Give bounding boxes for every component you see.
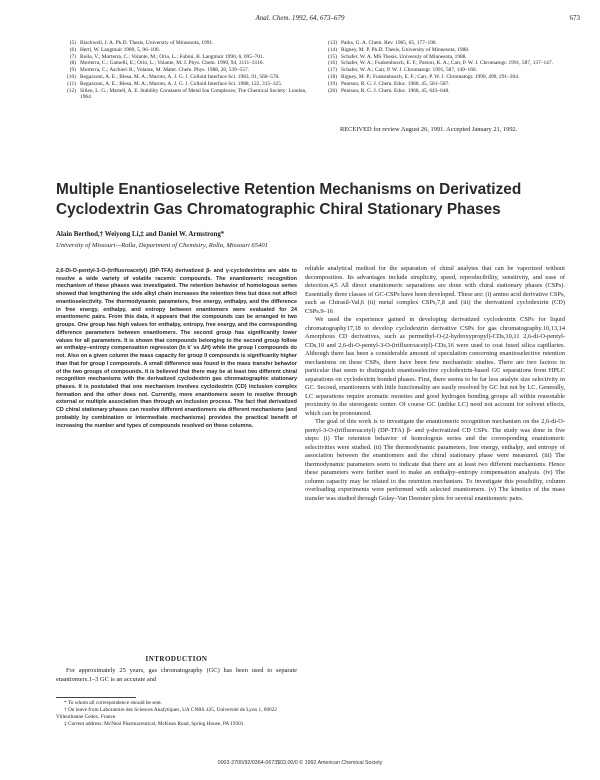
reference-item: (11) Regazzoni, A. E.; Blesa, M. A.; Maroto, A. J. G. J. Colloid Interface Sci. 1988, 122, 315–325. [67,80,283,87]
reference-item: (12) Sillen, L. G.; Martell, A. E. Stability Constants of Metal Ion Complexes; The Chemical Society: London, 1964. [67,87,307,101]
reference-item: (9) Morterra, C.; Aschieri R.; Volante, M. Mater. Chem. Phys. 1988, 20, 539–557. [69,67,249,74]
footnote-divider [56,697,136,698]
body-paragraph: reliable analytical method for the separation of chiral analytes that can be vaporized without decomposition. Its advantages include simplicity, speed, reproducibility, sensitivity, and ease of detection.4,5 All direct enantiomeric separations are done with chiral stationary phases (CSPs). Essentially three classes of GC-CSPs have been developed. These are: (i) amino acid derivative CSPs, such as Chirasil-Val,6 (ii) metal complex CSPs,7,8 and (iii) the derivatized cyclodextrin (CD) CSPs.9–16 [305,265,565,315]
footnotes [56,700,297,728]
article-title: Multiple Enantioselective Retention Mechanisms on Derivatized Cyclodextrin Gas Chromatographic Chiral Stationary Phases [56,181,522,218]
section-heading-introduction: INTRODUCTION [145,655,208,663]
reference-item: (17) Schafer, W. A.; Carr, P. W. J. Chromatogr. 1991, 587, 149–160. [328,67,477,74]
references-right-column [323,40,563,94]
reference-item: (16) Schafer, W. A.; Funkenbusch, E. F.; Parson, K. A.; Carr, P. W. J. Chromatogr. 1991, 587, 137–147. [328,60,553,67]
reference-item: (6) Hertl, W. Langmuir 1989, 5, 96–100. [69,46,160,53]
reference-item: (15) Schafer, W. A. MS Thesis, University of Minnesota, 1988. [328,53,467,60]
reference-item: (7) Boila, V.; Morterra, C.; Volante, M.; Orio, L.; Fubini, B. Langmuir 1990, 6, 695–701. [69,53,265,60]
author-list: Alain Berthod,† Weiyong Li,‡ and Daniel W. Armstrong* [56,231,225,238]
body-paragraph: The goal of this work is to investigate the enantiomeric recognition mechanism on the 2,6-di-O-pentyl-3-O-(trifluoroacetyl) (DP-TFA) β- and γ-derivatized CD CSPs. The study was done in five steps: (i) The retention behavior of homologous series and the corresponding enantiomeric selectivities were studied. (ii) The thermodynamic parameters, free energy, enthalpy, and entropy of association between the enantiomers and the chiral stationary phase were measured. (iii) The thermodynamic parameters seem to indicate that there are at least two different mechanisms. Hence these parameters were further used to make an enthalpy–entropy compensation analysis. (iv) The column capacity may be related to the retention mechanism. To investigate this possibility, column overloading experiments were performed with selected enantiomers. (v) The kinetics of the mass transfer was studied through Golay–Van Deemter plots for several enantiomeric pairs. [305,418,565,502]
reference-item: (10) Regazzoni, A. E.; Blesa, M. A.; Maroto, A. J. G. J. Colloid Interface Sci. 1983, 91, 560–570. [67,73,280,80]
body-text-right-column [305,265,565,503]
footnote-on-leave: † On leave from Laboratoire des Sciences Analytiques, UA CNRS 435, Université de Lyon 1, 69622 Villeurbanne Cedex, France. [56,706,278,720]
journal-citation: Anal. Chem. 1992, 64, 673–679 [255,14,345,22]
footnote-current-address: ‡ Current address: McNeal Pharmaceutical, McKean Road, Spring House, PA 19301. [64,720,245,727]
abstract: 2,6-Di-O-pentyl-3-O-(trifluoroacetyl) (DP-TFA) derivatized β- and γ-cyclodextrins are able to resolve a wide variety of volatile racemic compounds. The enantiomeric recognition mechanism of these phases was investigated. The retention behavior of homologous series showed that lengthening the side alkyl chain increases the retention time but does not affect enantioselectivity. The thermodynamic parameters, free energy, enthalpy, and the difference in free energy, enthalpy, and entropy between enantiomers were evaluated for 24 enantiomeric pairs. From this data, it appears that the compounds can be arranged in two groups. One group has high values for enthalpy, entropy, free energy, and the corresponding difference parameters between enantiomers. The second group has significantly lower values for all parameters. It is shown that compounds belonging to the second group follow an enthalpy–entropy compensation regression (ln k′ vs ΔH) while the group I compounds do not. Also on a given column the mass capacity for group II compounds is significantly higher than that for group I compounds. A small difference was found in the mass transfer behavior of the two groups of compounds. It is believed that there may be at least two different chiral recognition mechanisms with the derivatized cyclodextrin gas chromatographic stationary phases. It is postulated that one mechanism involves cyclodextrin (CD) inclusion complex formation and the other does not. Currently, more enantiomers seem to resolve through external or multiple association than through an inclusion process. The fact that derivatized CD chiral stationary phases can resolve different enantiomers via different mechanisms (and probably by combination or intermediate mechanisms) provides the practical benefit of increasing the number and types of compounds resolved on these columns. [56,268,297,429]
received-note: RECEIVED for review August 26, 1991. Accepted January 21, 1992. [340,126,518,133]
intro-paragraph: For approximately 25 years, gas chromatography (GC) has been used to separate enantiomers.1–3 GC is an accurate and [56,667,297,683]
references-left-column [62,40,310,101]
body-paragraph: We used the experience gained in developing derivatized cyclodextrin CSPs for liquid chromatography17,18 to develop cyclodextrin derivative CSPs for gas chromatography.10,13,14 Amorphous CD derivatives, such as permethyl-O-(2-hydroxypropyl)-CDs,10,11 2,6-di-O-pentyl-CDs,10 and 2,6-di-O-pentyl-3-O-(trifluoroacetyl)-CDs,16 were used to coat fused silica capillaries. Although there has been a considerable amount of speculation concerning enantioselective retention mechanisms on these CSPs, there have been few mechanistic studies. There are two factors in particular that seem to distinguish enantioselective cyclodextrin-based GC separations from HPLC separations on cyclodextrin bonded phases. First, there seems to be far less analyte size selectivity in GC. Second, enantiomers with little functionality are easily resolved by GC but not by LC. Generally, LC separations require aromatic moieties and good hydrogen bonding groups all within reasonable proximity to the stereogenic center. Of course GC (unlike LC) need not account for solvent effects, which can be pronounced. [305,316,565,417]
affiliation: University of Missouri—Rolla, Department of Chemistry, Rolla, Missouri 65401 [56,242,268,249]
reference-item: (13) Parks, G. A. Chem. Rev. 1965, 65, 177–198. [328,40,437,46]
reference-item: (19) Pearson, R. G. J. Chem. Educ. 1968, 45, 581–587. [328,80,450,87]
footnote-correspondence: * To whom all correspondence should be sent. [64,700,163,706]
reference-item: (5) Blackwell, J. A. Ph.D. Thesis, University of Minnesota, 1991. [69,40,214,46]
reference-item: (8) Morterra, C.; Gamelli, E.; Orio, L.; Volante, M. J. Phys. Chem. 1990, 94, 3111–3116. [69,60,264,67]
page-number: 673 [569,14,580,22]
reference-item: (14) Rigney, M. P. Ph.D. Thesis, University of Minnesota, 1988. [328,46,470,53]
copyright-bar: 0003-2700/92/0364-0673$03.00/0 © 1992 American Chemical Society [217,760,383,766]
reference-item: (20) Pearson, R. G. J. Chem. Educ. 1968, 45, 643–648. [328,87,450,94]
reference-item: (18) Rigney, M. P.; Funkenbusch, E. F.; Carr, P. W. J. Chromatogr. 1990, 499, 291–304. [328,73,520,80]
